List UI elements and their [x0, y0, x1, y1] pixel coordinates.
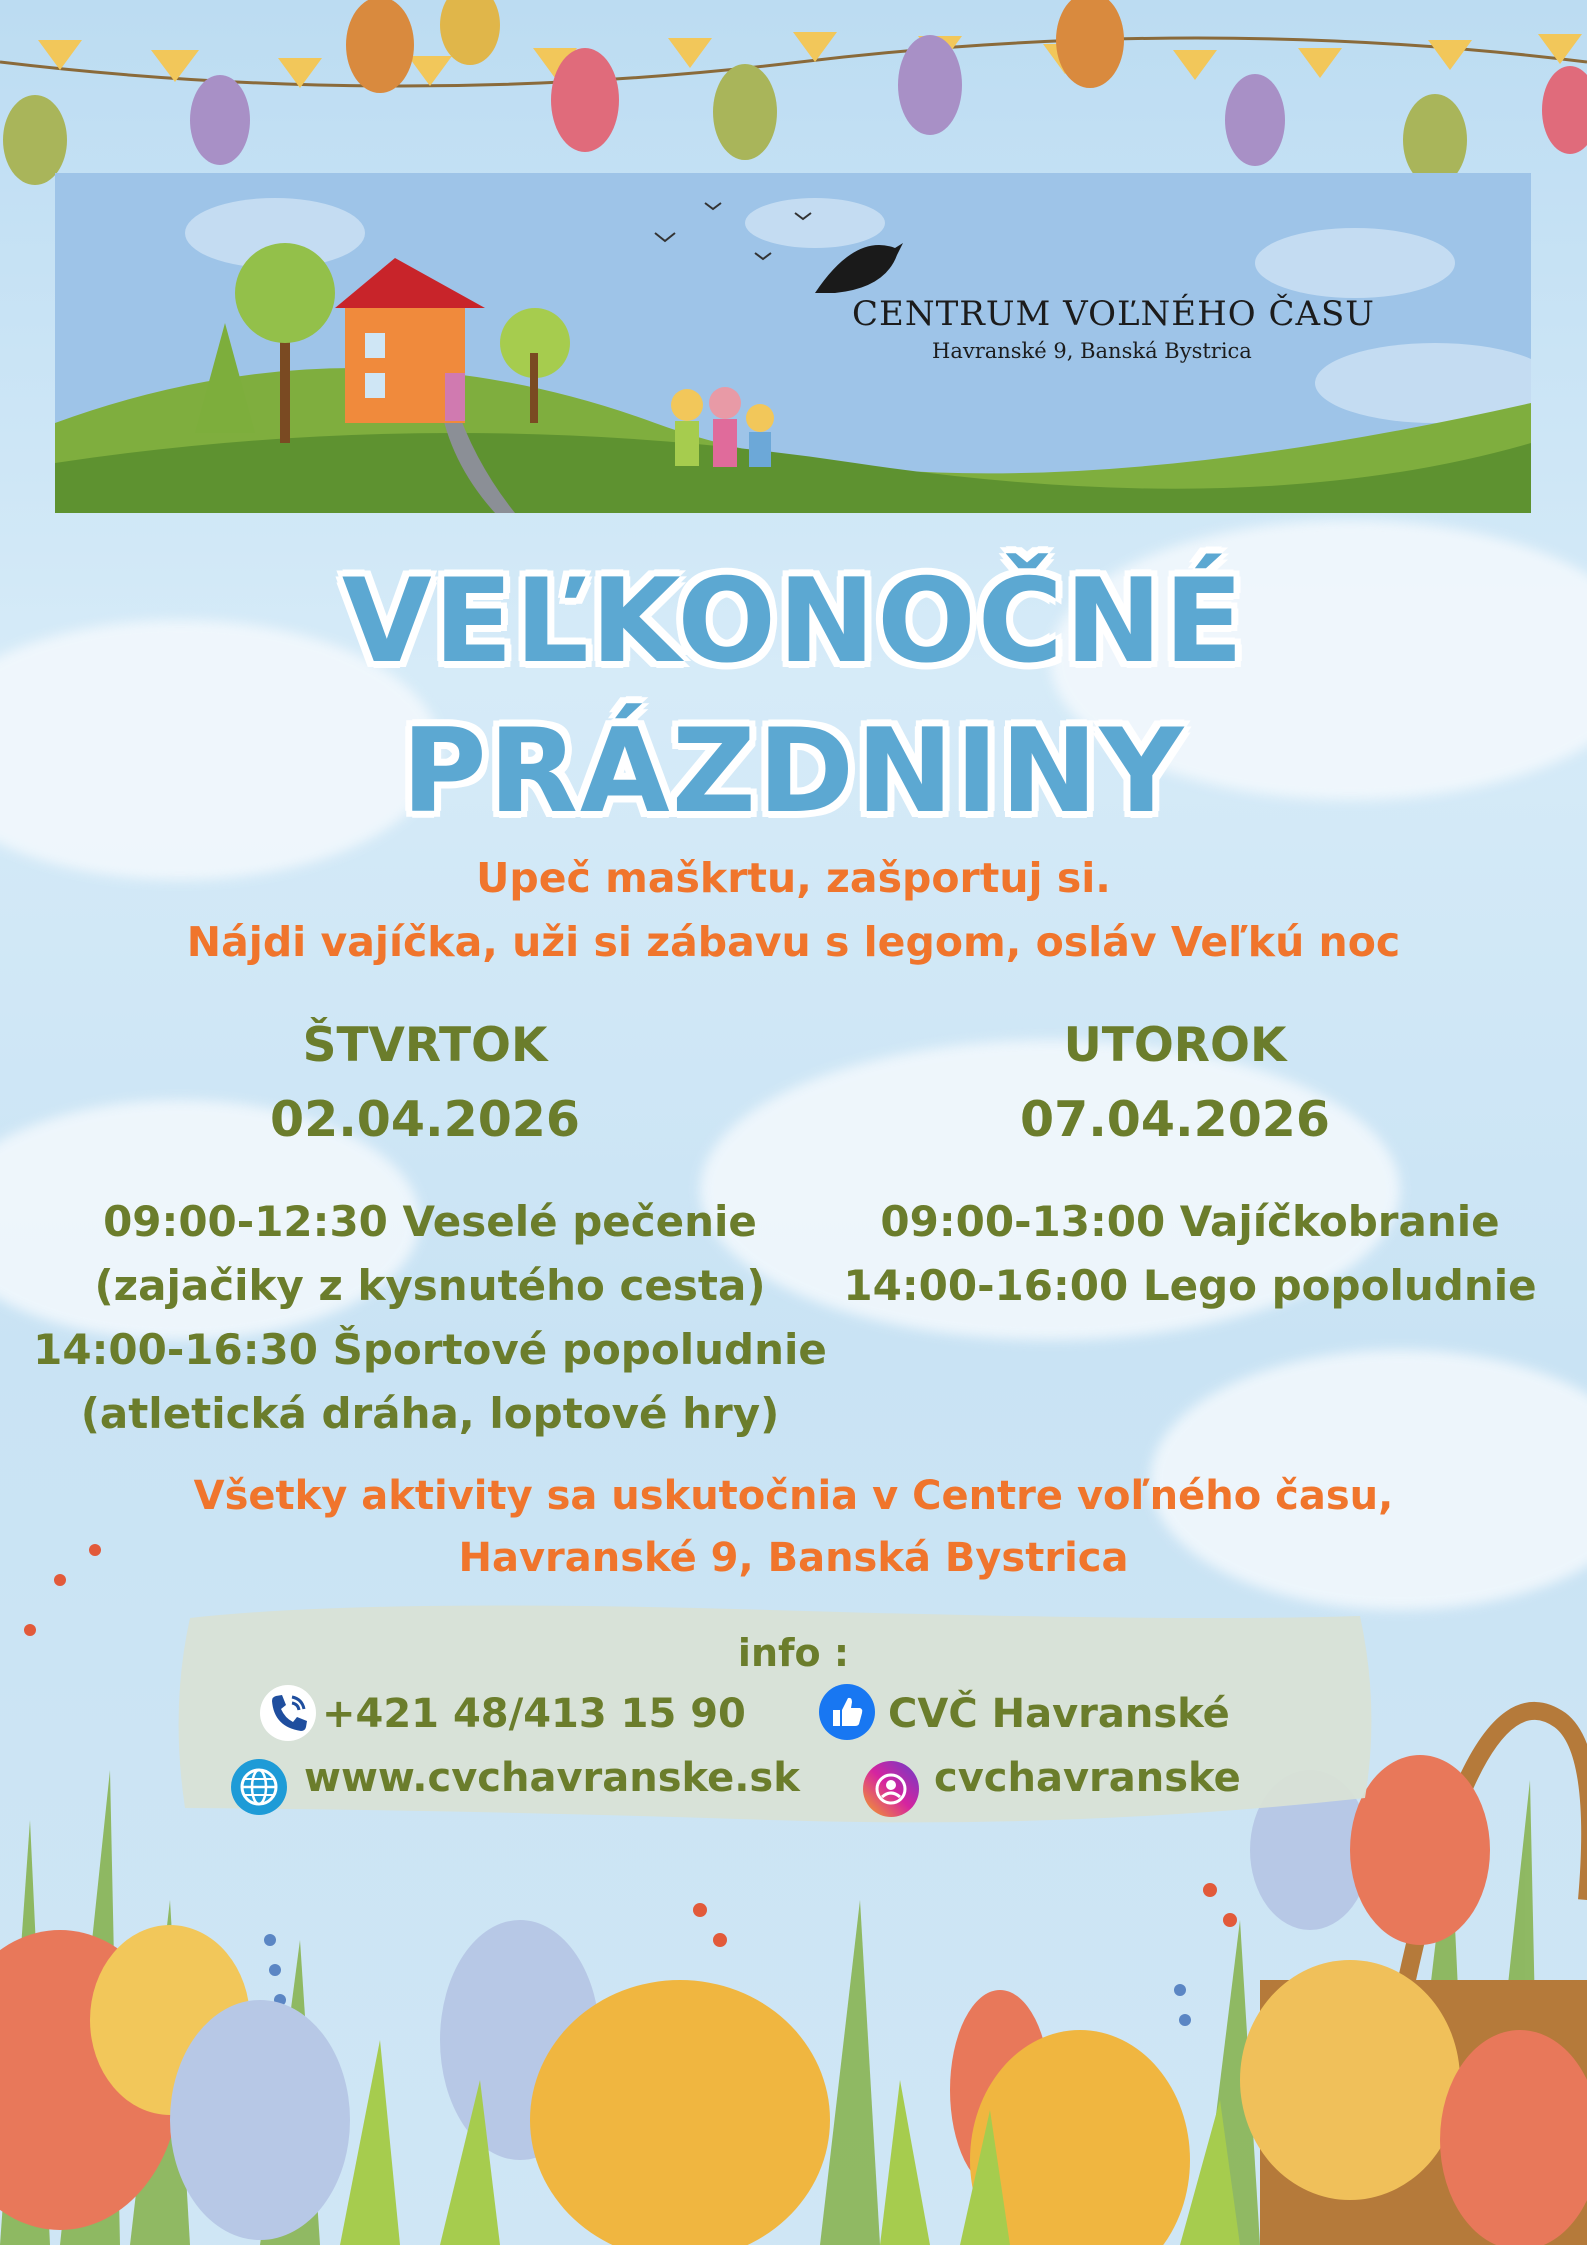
- schedule-item: 14:00-16:00 Lego popoludnie: [843, 1261, 1537, 1310]
- date-thursday: 02.04.2026: [270, 1091, 580, 1148]
- thumbs-up-icon: [818, 1683, 876, 1741]
- day-name-tuesday: UTOROK: [1063, 1018, 1287, 1073]
- phone-number[interactable]: +421 48/413 15 90: [322, 1691, 746, 1737]
- schedule-item: 09:00-12:30 Veselé pečenie: [103, 1197, 757, 1246]
- schedule-item: 14:00-16:30 Športové popoludnie: [33, 1325, 827, 1374]
- instagram-icon: [862, 1760, 920, 1818]
- title-line-2: PRÁZDNINY: [401, 704, 1186, 839]
- title-line-1: VEĽKONOČNÉ: [341, 554, 1246, 689]
- globe-icon: [230, 1758, 288, 1816]
- organization-name: CENTRUM VOĽNÉHO ČASU: [852, 294, 1375, 334]
- info-label: info :: [737, 1631, 850, 1675]
- schedule-item: 09:00-13:00 Vajíčkobranie: [880, 1197, 1500, 1246]
- facebook-page[interactable]: CVČ Havranské: [888, 1691, 1230, 1737]
- header-banner: [55, 173, 1531, 513]
- phone-icon: [258, 1683, 318, 1743]
- organization-address: Havranské 9, Banská Bystrica: [932, 339, 1252, 363]
- schedule-tuesday: [830, 1190, 1550, 1318]
- date-tuesday: 07.04.2026: [1020, 1091, 1330, 1148]
- tagline-line-1: Upeč maškrtu, zašportuj si.: [476, 854, 1111, 902]
- schedule-thursday: [20, 1190, 840, 1446]
- schedule-item: (zajačiky z kysnutého cesta): [94, 1261, 766, 1310]
- landscape-illustration: [55, 173, 1531, 513]
- easter-egg-bunting: [0, 0, 1587, 200]
- tagline-line-2: Nájdi vajíčka, uži si zábavu s legom, osláv Veľkú noc: [186, 918, 1401, 966]
- schedule-item: (atletická dráha, loptové hry): [80, 1389, 780, 1438]
- day-name-thursday: ŠTVRTOK: [302, 1018, 548, 1073]
- venue-line-1: Všetky aktivity sa uskutočnia v Centre voľného času,: [193, 1473, 1394, 1519]
- venue-line-2: Havranské 9, Banská Bystrica: [458, 1535, 1129, 1581]
- instagram-handle[interactable]: cvchavranske: [934, 1755, 1241, 1801]
- website-link[interactable]: www.cvchavranske.sk: [304, 1755, 800, 1801]
